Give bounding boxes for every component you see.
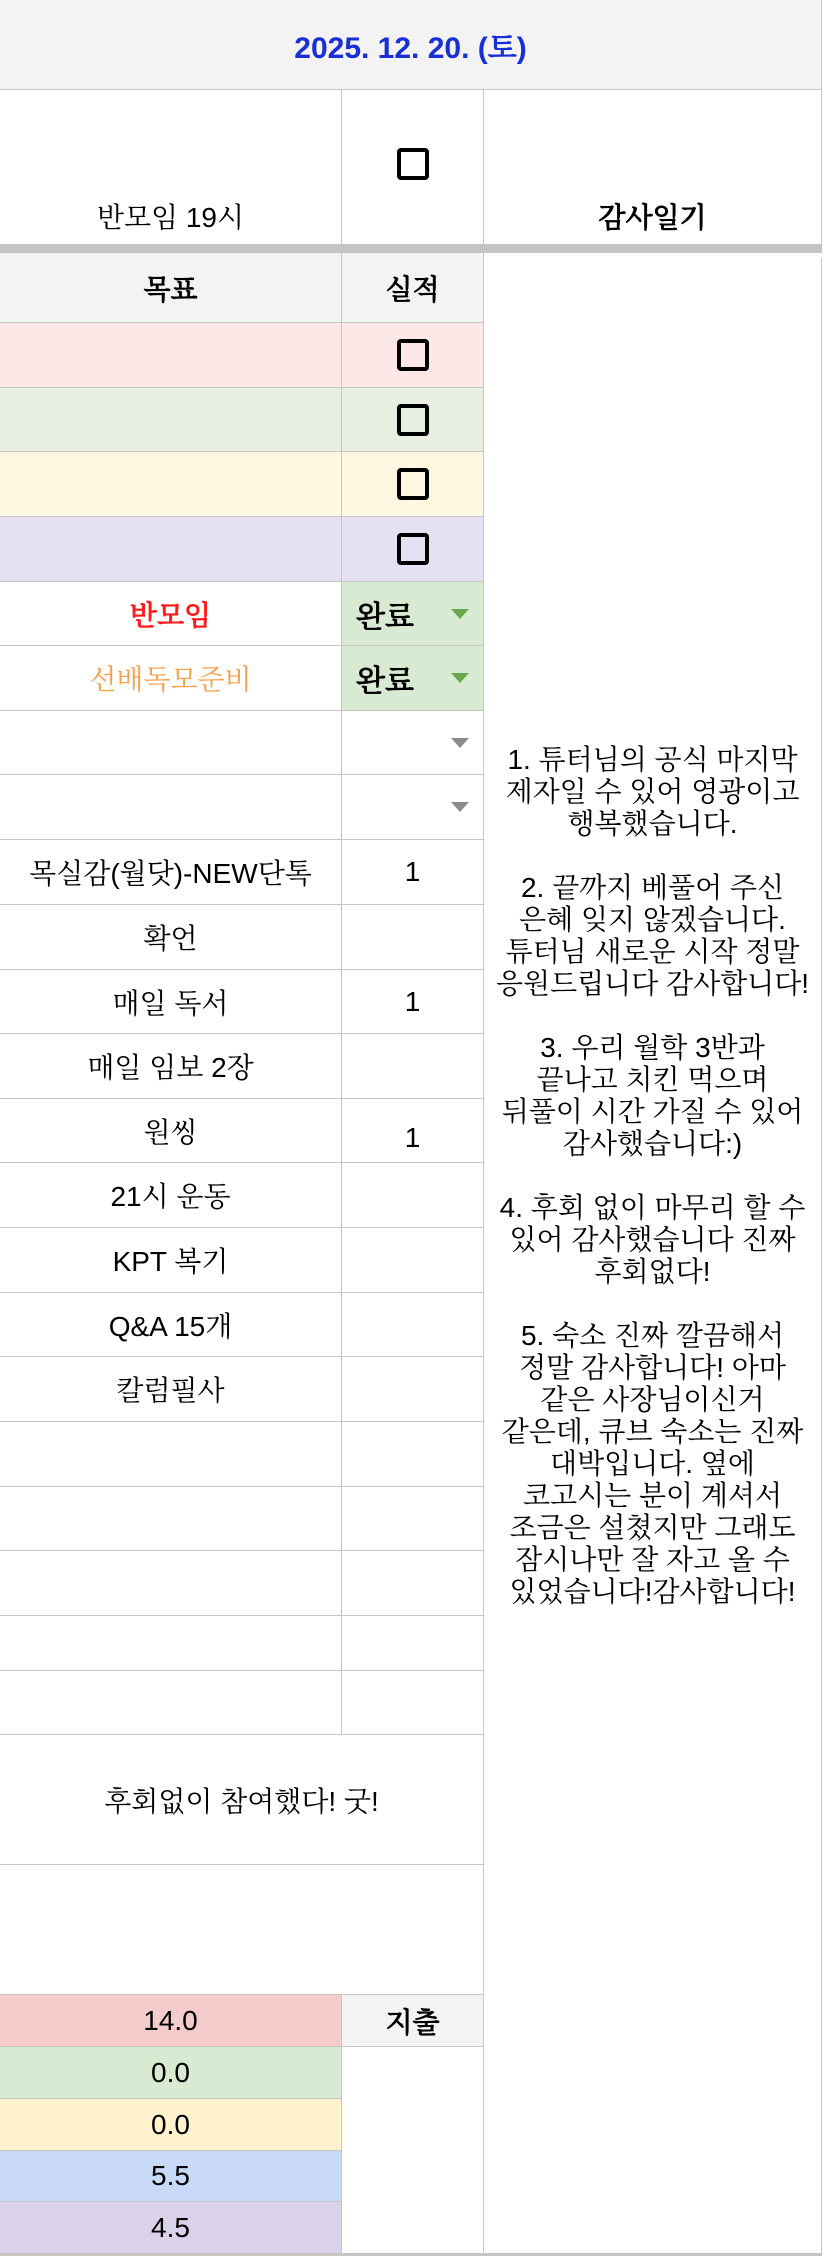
sum-cell-yellow[interactable]: 0.0 [0,2099,342,2151]
result-cell[interactable] [342,1228,484,1293]
checkbox-icon[interactable] [397,404,429,436]
result-cell[interactable] [342,1357,484,1422]
checkbox-icon[interactable] [397,148,429,180]
goal-cell[interactable]: KPT 복기 [0,1228,342,1293]
checkbox-icon[interactable] [397,339,429,371]
result-cell-empty[interactable] [342,1671,484,1735]
goal-cell[interactable]: 반모임 [0,582,342,646]
goal-cell-purple[interactable] [0,517,342,582]
dropdown-arrow-icon[interactable] [451,802,469,812]
goal-cell-empty[interactable] [0,711,342,775]
result-checkbox-cell[interactable] [342,517,484,582]
goal-header[interactable]: 목표 [0,253,342,323]
status-dropdown-empty[interactable] [342,711,484,775]
checkbox-icon[interactable] [397,468,429,500]
status-value: 완료 [356,665,414,698]
top-checkbox-cell[interactable] [342,90,484,245]
dropdown-arrow-icon[interactable] [451,609,469,619]
expense-header[interactable]: 지출 [342,1995,484,2047]
result-cell-empty[interactable] [342,1422,484,1487]
result-cell-empty[interactable] [342,1551,484,1616]
goal-cell-empty[interactable] [0,1671,342,1735]
result-checkbox-cell[interactable] [342,388,484,452]
note-cell[interactable]: 후회없이 참여했다! 굿! [0,1735,484,1865]
meeting-label-cell[interactable] [0,90,342,245]
dropdown-arrow-icon[interactable] [451,673,469,683]
bottom-border [0,2254,827,2256]
status-dropdown-empty[interactable] [342,775,484,840]
result-cell[interactable] [342,1293,484,1357]
result-cell[interactable] [342,1163,484,1228]
result-cell-empty[interactable] [342,1487,484,1551]
journal-header[interactable] [484,90,822,245]
checkbox-icon[interactable] [397,533,429,565]
sum-cell-blue[interactable]: 5.5 [0,2151,342,2202]
expense-value-cell[interactable] [342,2047,484,2254]
status-value: 완료 [356,600,414,634]
status-dropdown[interactable] [342,582,484,646]
result-cell[interactable] [342,905,484,970]
sum-cell-purple[interactable]: 4.5 [0,2202,342,2254]
goal-cell[interactable]: 선배독모준비 [0,646,342,711]
gratitude-journal-cell[interactable] [484,258,822,2254]
goal-cell[interactable]: 매일 임보 2장 [0,1034,342,1099]
dropdown-arrow-icon[interactable] [451,738,469,748]
goal-cell[interactable]: 매일 독서 [0,970,342,1034]
goal-cell[interactable]: 칼럼필사 [0,1357,342,1422]
frozen-row-divider [0,245,827,253]
goal-cell[interactable]: 목실감(월닷)-NEW단톡 [0,840,342,905]
right-edge [822,0,827,2266]
result-cell[interactable]: 1 [342,840,484,905]
goal-cell-empty[interactable] [0,775,342,840]
blank-cell[interactable] [0,1865,484,1995]
goal-cell[interactable]: 21시 운동 [0,1163,342,1228]
goal-cell[interactable]: 확언 [0,905,342,970]
result-cell[interactable] [342,1034,484,1099]
goal-cell-green[interactable] [0,388,342,452]
status-dropdown[interactable] [342,646,484,711]
journal-header-label: 감사일기 [598,202,707,233]
goal-cell-empty[interactable] [0,1551,342,1616]
goal-cell[interactable]: 원씽 [0,1099,342,1163]
goal-cell-pink[interactable] [0,323,342,388]
meeting-label: 반모임 19시 [96,202,245,233]
result-checkbox-cell[interactable] [342,323,484,388]
result-cell[interactable]: 1 [342,970,484,1034]
result-cell-empty[interactable] [342,1616,484,1671]
result-cell[interactable]: 1 [342,1099,484,1163]
gratitude-journal-text: 1. 튜터님의 공식 마지막 제자일 수 있어 영광이고 행복했습니다. 2. 끝까지 베풀어 주신 은혜 잊지 않겠습니다. 튜터님 새로운 시작 정말 응원드립니다 감사합니다! 3. 우리 월학 3반과 끝나고 치킨 먹으며 뒤풀이 시간 가질 수 있어 감사했습니다:) 4. 후회 없이 마무리 할 수 있어 감사했습니다 진짜 후회없다! 5. 숙소 진짜 깔끔해서 정말 감사합니다! 아마 같은 사장님이신거 같은데, 큐브 숙소는 진짜 대박입니다. 옆에 코고시는 분이 계셔서 조금은 설쳤지만 그래도 잠시나만 잘 자고 올 수 있었습니다!감사합니다! [495,743,810,1607]
sum-cell-pink[interactable]: 14.0 [0,1995,342,2047]
goal-cell-empty[interactable] [0,1422,342,1487]
goal-cell[interactable]: Q&A 15개 [0,1293,342,1357]
goal-cell-empty[interactable] [0,1487,342,1551]
sum-cell-green[interactable]: 0.0 [0,2047,342,2099]
result-header[interactable]: 실적 [342,253,484,323]
result-checkbox-cell[interactable] [342,452,484,517]
goal-cell-empty[interactable] [0,1616,342,1671]
date-cell[interactable]: 2025. 12. 20. (토) [0,0,822,90]
goal-cell-yellow[interactable] [0,452,342,517]
